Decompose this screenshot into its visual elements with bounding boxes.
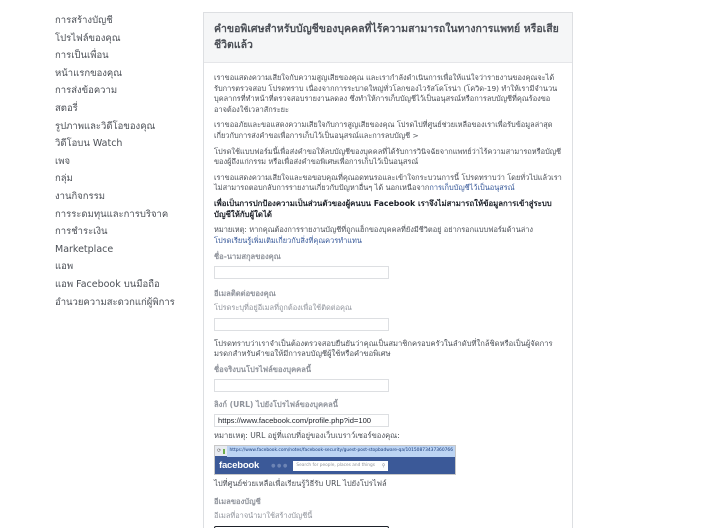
notification-icons: ● ● ● [271,462,288,469]
sidebar-item-mobile-apps[interactable]: แอพ Facebook บนมือถือ [55,278,160,290]
get-profile-url-help-link[interactable]: ไปที่ศูนย์ช่วยเหลือเพื่อเรียนรู้วิธีรับ URL ไปยังโปรไฟล์ [214,479,387,489]
account-email-hint: อีเมลที่อาจนำมาใช้สร้างบัญชีนี้ [214,511,313,521]
example-search-box [293,461,388,471]
sidebar-item-your-home-page[interactable]: หน้าแรกของคุณ [55,67,123,79]
full-name-input[interactable] [214,266,389,279]
contact-email-label: อีเมลติดต่อของคุณ [214,289,276,299]
panel-header [204,13,572,63]
sidebar-item-watch-videos[interactable]: วิดีโอบน Watch [55,138,123,150]
sidebar-item-accessibility[interactable]: อำนวยความสะดวกแก่ผู้พิการ [55,296,175,308]
sidebar-item-stories[interactable]: สตอรี่ [55,102,78,114]
panel-body [204,63,572,528]
other-issues-paragraph [214,173,562,194]
example-browser-screenshot [214,445,456,475]
sidebar-item-messaging[interactable]: การส่งข้อความ [55,85,118,97]
sidebar-item-friending[interactable]: การเป็นเพื่อน [55,50,109,62]
contact-email-input[interactable] [214,318,389,331]
help-center-paragraph: เราขออภัยและขอแสดงความเสียใจกับการสูญเสียของคุณ โปรดไปที่ศูนย์ช่วยเหลือของเราเพื่อรับข้อมูลล่าสุดเกี่ยวกับการส่งคำขอเพื่อการเก็บไว้เป็นอนุสรณ์และการลบบัญชี > [214,120,553,140]
form-purpose-paragraph: โปรดใช้แบบฟอร์มนี้เพื่อส่งคำขอให้ลบบัญชีของบุคคลที่ได้รับการวินิจฉัยจากแพทย์ว่าไร้ความสามารถหรือบัญชีของผู้ถึงแก่กรรม หรือเพื่อส่งคำขอพิเศษเพื่อการเก็บไว้เป็นอนุสรณ์ [214,146,562,167]
page-title: คำขอพิเศษสำหรับบัญชีของบุคคลที่ไร้ความสามารถในทางการแพทย์ หรือเสียชีวิตแล้ว [214,23,559,51]
profile-name-input[interactable] [214,379,389,392]
sidebar-item-your-profile[interactable]: โปรไฟล์ของคุณ [55,32,121,44]
hacked-account-note [214,225,562,246]
url-location-note: หมายเหตุ: URL อยู่ที่แถบที่อยู่ของเว็บเบราว์เซอร์ของคุณ: [214,431,400,441]
full-name-label: ชื่อ-นามสกุลของคุณ [214,252,281,262]
example-url: https://www.facebook.com/notes/facebook-security/guest-post-stopbadware-qa/10150873437360766 [227,446,455,457]
sidebar-item-account-creation[interactable]: การสร้างบัญชี [55,15,113,26]
covid-notice-paragraph: เราขอแสดงความเสียใจกับความสูญเสียของคุณ และเรากำลังดำเนินการเพื่อให้แน่ใจว่ารายงานของคุณจะได้รับการตรวจสอบ โปรดทราบ เนื่องจากการระบาดใหญ่ทั่วโลกของไวรัสโคโรน่า (โควิด-19) ทำให้เรามีจำนวนบุคลากรที่ทำหน้าที่ตรวจสอบรายงานลดลง ซึ่งทำให้การเก็บบัญชีไว้เป็นอนุสรณ์หรือการลบบัญชีที่คุณร้องขออาจต้องใช้เวลาสักระยะ [214,73,558,114]
example-address-bar [215,446,455,456]
sidebar-item-payments[interactable]: การชำระเงิน [55,226,108,238]
lock-icon [223,449,225,454]
hacked-note-text: หมายเหตุ: หากคุณต้องการรายงานบัญชีที่ถูกแฮ็กของบุคคลที่ยังมีชีวิตอยู่ อย่ากรอกแบบฟอร์มด้านล่าง [214,225,534,235]
search-icon: ⚲ [381,462,386,469]
sidebar-item-pages[interactable]: เพจ [55,155,71,167]
profile-name-label: ชื่อจริงบนโปรไฟล์ของบุคคลนี้ [214,365,312,375]
facebook-logo: facebook [219,459,260,471]
reload-icon: ⟳ [217,448,222,455]
example-facebook-bar [215,456,455,475]
contact-email-hint: โปรดระบุที่อยู่อีเมลที่ถูกต้องเพื่อใช้ติดต่อคุณ [214,303,352,313]
sidebar-item-fundraisers-donations[interactable]: การระดมทุนและการบริจาค [55,208,169,220]
account-email-label: อีเมลของบัญชี [214,497,261,507]
profile-url-label: ลิงก์ (URL) ไปยังโปรไฟล์ของบุคคลนี้ [214,400,338,410]
privacy-notice: เพื่อเป็นการปกป้องความเป็นส่วนตัวของผู้คนบน Facebook เราจึงไม่สามารถให้ข้อมูลการเข้าสู่ระบบบัญชีให้กับผู้ใดได้ [214,198,552,219]
sidebar-item-photos-videos[interactable]: รูปภาพและวิดีโอของคุณ [55,120,156,132]
verification-note: โปรดทราบว่าเราจำเป็นต้องตรวจสอบยืนยันว่าคุณเป็นสมาชิกครอบครัวในลำดับที่ใกล้ชิดหรือเป็นผู้จัดการมรดกสำหรับคำขอให้มีการลบบัญชีผู้ใช้หรือคำขอพิเศษ [214,339,553,359]
sidebar-item-events[interactable]: งานกิจกรรม [55,190,106,202]
memorialization-link[interactable]: การเก็บบัญชีไว้เป็นอนุสรณ์ [429,183,515,193]
example-search-placeholder: Search for people, places and things [296,462,375,468]
learn-more-link[interactable]: โปรดเรียนรู้เพิ่มเติมเกี่ยวกับสิ่งที่คุณควรทำแทน [214,235,362,245]
special-request-form-panel [203,12,573,528]
sidebar-item-marketplace[interactable]: Marketplace [55,243,114,255]
sidebar-item-apps[interactable]: แอพ [55,261,74,273]
other-issues-text: เราขอแสดงความเสียใจและขอขอบคุณที่คุณอดทนรอและเข้าใจกระบวนการนี้ โปรดทราบว่า โดยทั่วไปแล้วเราไม่สามารถตอบกลับการรายงานเกี่ยวกับปัญหาอื่นๆ ได้ นอกเหนือจาก [214,172,562,193]
profile-url-input[interactable] [214,414,389,427]
help-sidebar [55,12,200,311]
sidebar-item-groups[interactable]: กลุ่ม [55,173,73,185]
